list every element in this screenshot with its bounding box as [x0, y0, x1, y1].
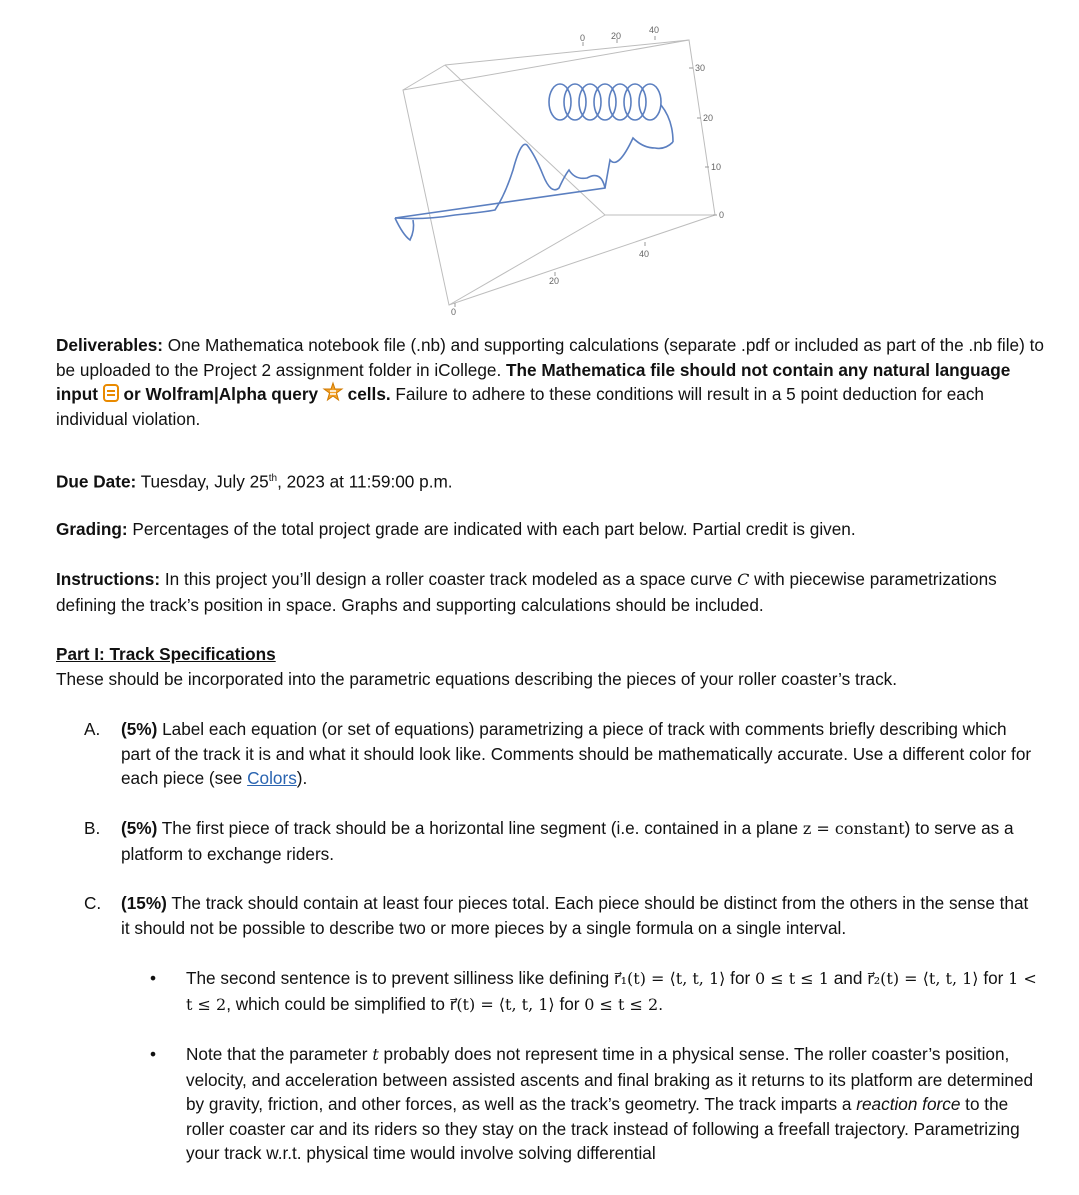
list-item-text: ).	[296, 768, 308, 788]
math-expression: r⃗₁(t) = ⟨t, t, 1⟩	[614, 969, 726, 988]
tick-label: 20	[549, 276, 560, 286]
due-date-text: Tuesday, July 25	[136, 471, 269, 492]
due-date-sup: th	[268, 473, 278, 484]
natural-language-input-icon	[103, 384, 119, 402]
bullet-italic: reaction force	[856, 1094, 961, 1114]
math-expression: r⃗(t) = ⟨t, t, 1⟩	[449, 994, 555, 1014]
bullet-text: , which could be simplified to	[226, 993, 450, 1014]
tick-label: 30	[695, 63, 706, 73]
bullet-text: for	[554, 993, 585, 1014]
bullet-text: Note that the parameter	[186, 1044, 373, 1064]
due-date-paragraph	[56, 467, 1046, 494]
tick-label: 0	[580, 33, 586, 43]
track-segment	[395, 144, 605, 218]
bullet-text: to the roller coaster car and its riders so they stay on the track instead of following a freefall trajectory. Parametrizing your track w.r.t. physical time would involve solving differential	[186, 1094, 1020, 1163]
track-segment	[395, 218, 414, 240]
list-item-label: C.	[84, 893, 102, 913]
bullet-text: for	[725, 968, 755, 988]
list-item-text: Label each equation (or set of equations) parametrizing a piece of track with comments briefly describing which part of the track it is and what it should look like. Comments should be mathematically accurate. Use a different color for each piece (see	[121, 719, 1032, 788]
instructions-paragraph	[56, 567, 1046, 617]
tick-label: 0	[719, 210, 725, 220]
math-expression: r⃗₂(t) = ⟨t, t, 1⟩	[867, 969, 979, 988]
math-variable: t	[372, 1045, 379, 1064]
math-variable: C	[737, 570, 750, 589]
track-segment	[395, 138, 673, 218]
tick-label: 40	[649, 25, 660, 35]
bullet-text: for	[978, 968, 1009, 988]
list-item-percent: (15%)	[121, 893, 167, 913]
bullet-icon: •	[150, 1044, 157, 1064]
math-expression: z = constant	[802, 819, 905, 838]
bullet-text: and	[828, 968, 868, 988]
bullet-text: .	[658, 993, 664, 1014]
deliverables-bold: or Wolfram|Alpha query	[118, 384, 319, 404]
wolfram-alpha-star-icon	[323, 382, 343, 402]
track-segment	[661, 105, 673, 142]
roller-coaster-plot	[355, 20, 745, 317]
track-curve	[395, 84, 673, 240]
deliverables-paragraph	[56, 333, 1046, 431]
due-date-label: Due Date:	[56, 471, 137, 492]
deliverables-text: One Mathematica notebook file (.nb) and supporting calculations (separate .pdf or included as part of the .nb file) to be uploaded to the Project 2 assignment folder in iCollege.	[56, 335, 1044, 380]
grading-paragraph	[56, 517, 1046, 542]
colors-link[interactable]: Colors	[247, 768, 297, 788]
list-item-percent: (5%)	[121, 719, 158, 739]
list-item-label: B.	[84, 818, 101, 838]
grading-label: Grading:	[56, 519, 128, 539]
instructions-text: In this project you’ll design a roller coaster track modeled as a space curve	[160, 569, 738, 589]
grading-text: Percentages of the total project grade are indicated with each part below. Partial credit is given.	[127, 519, 856, 539]
due-date-text: , 2023 at 11:59:00 p.m.	[277, 471, 453, 492]
tick-label: 20	[703, 113, 714, 123]
bullet-item	[150, 966, 1040, 1017]
list-item-text: The track should contain at least four pieces total. Each piece should be distinct from the others in the sense that it should not be possible to describe two or more pieces by a single formula on a single interval.	[121, 893, 1029, 938]
list-item-percent: (5%)	[121, 818, 158, 838]
deliverables-bold: cells.	[342, 384, 391, 404]
deliverables-text: Failure to adhere to these conditions will result in a 5 point deduction for each individual violation.	[56, 384, 984, 429]
tick-label: 0	[451, 307, 457, 317]
tick-labels	[451, 25, 724, 317]
plot-svg	[355, 20, 745, 317]
instructions-text: with piecewise parametrizations defining the track’s position in space. Graphs and supporting calculations should be included.	[56, 569, 997, 615]
math-expression: 1 < t ≤ 2	[186, 969, 1037, 1014]
bullet-icon: •	[150, 968, 157, 988]
list-item-label: A.	[84, 719, 101, 739]
list-item-text: The first piece of track should be a horizontal line segment (i.e. contained in a plane	[157, 818, 803, 838]
list-item	[84, 816, 1034, 866]
tick-label: 20	[611, 31, 622, 41]
bullet-text: probably does not represent time in a physical sense. The roller coaster’s position, velocity, and acceleration between assisted ascents and final braking as it returns to its platform are determined by gravity, friction, and other forces, as well as the track’s geometry. The track imparts a	[186, 1044, 1034, 1114]
deliverables-bold: The Mathematica file should not contain any natural language input	[56, 359, 1011, 404]
tick-label: 40	[639, 249, 650, 259]
list-item-text: ) to serve as a platform to exchange riders.	[121, 818, 1014, 864]
math-expression: 0 ≤ t ≤ 1	[755, 969, 829, 988]
part-one-intro: These should be incorporated into the parametric equations describing the pieces of your roller coaster’s track.	[56, 668, 898, 689]
list-item	[84, 717, 1034, 791]
bullet-text: The second sentence is to prevent silliness like defining	[186, 968, 615, 988]
instructions-label: Instructions:	[56, 569, 161, 589]
tick-label: 10	[711, 162, 722, 172]
math-expression: 0 ≤ t ≤ 2	[584, 994, 659, 1014]
list-item	[84, 891, 1034, 940]
deliverables-label: Deliverables:	[56, 335, 164, 355]
part-one-section	[56, 642, 1046, 691]
part-one-heading: Part I: Track Specifications	[56, 644, 276, 664]
axis-ticks	[455, 36, 717, 307]
bounding-box	[403, 40, 715, 305]
track-loop	[639, 84, 661, 120]
bullet-item	[150, 1042, 1040, 1166]
